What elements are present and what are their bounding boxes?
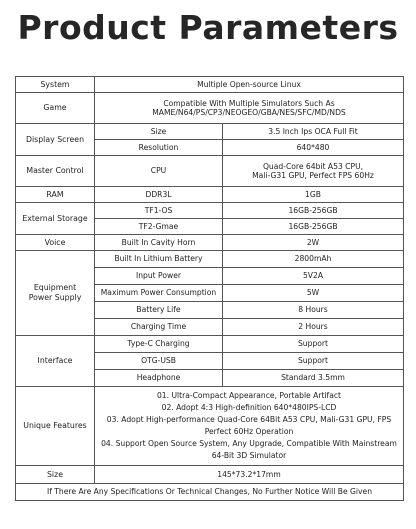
row-label-size: Size — [16, 466, 95, 484]
power-item-value: 8 Hours — [223, 302, 404, 319]
interface-item-value: Support — [223, 336, 404, 353]
game-value-line: Compatible With Multiple Simulators Such As — [163, 98, 335, 108]
power-item-label: Built In Lithium Battery — [95, 251, 223, 268]
row-label-master: Master Control — [16, 156, 95, 187]
interface-item-label: Type-C Charging — [95, 336, 223, 353]
table-row — [16, 336, 404, 353]
row-label-game: Game — [16, 93, 95, 124]
master-sub: CPU — [95, 156, 223, 187]
row-label-display: Display Screen — [16, 124, 95, 156]
master-value — [223, 156, 404, 187]
table-row — [16, 124, 404, 140]
master-value-line: Quad-Core 64bit A53 CPU, — [262, 161, 364, 171]
ram-value: 1GB — [223, 187, 404, 203]
interface-item-value: Standard 3.5mm — [223, 370, 404, 387]
master-value-line: Mali-G31 GPU, Perfect FPS 60Hz — [252, 171, 374, 180]
feature-line: 02. Adopt 4:3 High-definition 640*480IPS-LCD — [161, 402, 337, 412]
features-list — [95, 387, 404, 466]
power-item-label: Input Power — [95, 268, 223, 285]
row-label-power — [16, 251, 95, 336]
table-row — [16, 466, 404, 484]
interface-item-label: Headphone — [95, 370, 223, 387]
feature-line: 64-Bit 3D Simulator — [211, 451, 287, 461]
row-label-storage: External Storage — [16, 203, 95, 235]
row-label-interface: Interface — [16, 336, 95, 387]
storage-tf2-value: 16GB-256GB — [223, 219, 404, 235]
power-item-label: Maximum Power Consumption — [95, 285, 223, 302]
feature-line: 03. Adopt High-performance Quad-Core 64Bit A53 CPU, Mali-G31 GPU, FPS — [106, 414, 392, 424]
power-item-value: 5V2A — [223, 268, 404, 285]
display-res-value: 640*480 — [223, 140, 404, 156]
storage-tf2-label: TF2-Gmae — [95, 219, 223, 235]
size-value: 145*73.2*17mm — [95, 466, 404, 484]
interface-item-label: OTG-USB — [95, 353, 223, 370]
table-row — [16, 251, 404, 268]
table-row — [16, 203, 404, 219]
table-row — [16, 235, 404, 251]
ram-sub: DDR3L — [95, 187, 223, 203]
storage-tf1-label: TF1-OS — [95, 203, 223, 219]
voice-value: 2W — [223, 235, 404, 251]
power-label-line: Power Supply — [28, 293, 82, 302]
power-item-label: Battery Life — [95, 302, 223, 319]
system-value: Multiple Open-source Linux — [95, 77, 404, 93]
spec-table — [15, 76, 404, 501]
power-item-label: Charging Time — [95, 319, 223, 336]
display-res-label: Resolution — [95, 140, 223, 156]
footer-note: If There Are Any Specifications Or Technical Changes, No Further Notice Will Be Given — [16, 484, 404, 501]
game-value-line: MAME/N64/PS/CP3/NEOGEO/GBA/NES/SFC/MD/NDS — [152, 108, 346, 117]
page-title: Product Parameters — [17, 8, 399, 47]
table-row — [16, 187, 404, 203]
display-size-label: Size — [95, 124, 223, 140]
game-value — [95, 93, 404, 124]
table-row — [16, 484, 404, 501]
power-item-value: 2 Hours — [223, 319, 404, 336]
interface-item-value: Support — [223, 353, 404, 370]
power-item-value: 2800mAh — [223, 251, 404, 268]
power-item-value: 5W — [223, 285, 404, 302]
row-label-ram: RAM — [16, 187, 95, 203]
feature-line: Perfect 60Hz Operation — [204, 427, 294, 436]
feature-line: 01. Ultra-Compact Appearance, Portable Artifact — [156, 390, 342, 400]
row-label-system: System — [16, 77, 95, 93]
table-row — [16, 77, 404, 93]
table-row — [16, 93, 404, 124]
storage-tf1-value: 16GB-256GB — [223, 203, 404, 219]
feature-line: 04. Support Open Source System, Any Upgrade, Compatible With Mainstream — [101, 439, 397, 449]
display-size-value: 3.5 Inch Ips OCA Full Fit — [223, 124, 404, 140]
table-row — [16, 156, 404, 187]
row-label-features: Unique Features — [16, 387, 95, 466]
power-label-line: Equipment — [33, 283, 77, 293]
table-row — [16, 387, 404, 466]
voice-sub: Built In Cavity Horn — [95, 235, 223, 251]
row-label-voice: Voice — [16, 235, 95, 251]
